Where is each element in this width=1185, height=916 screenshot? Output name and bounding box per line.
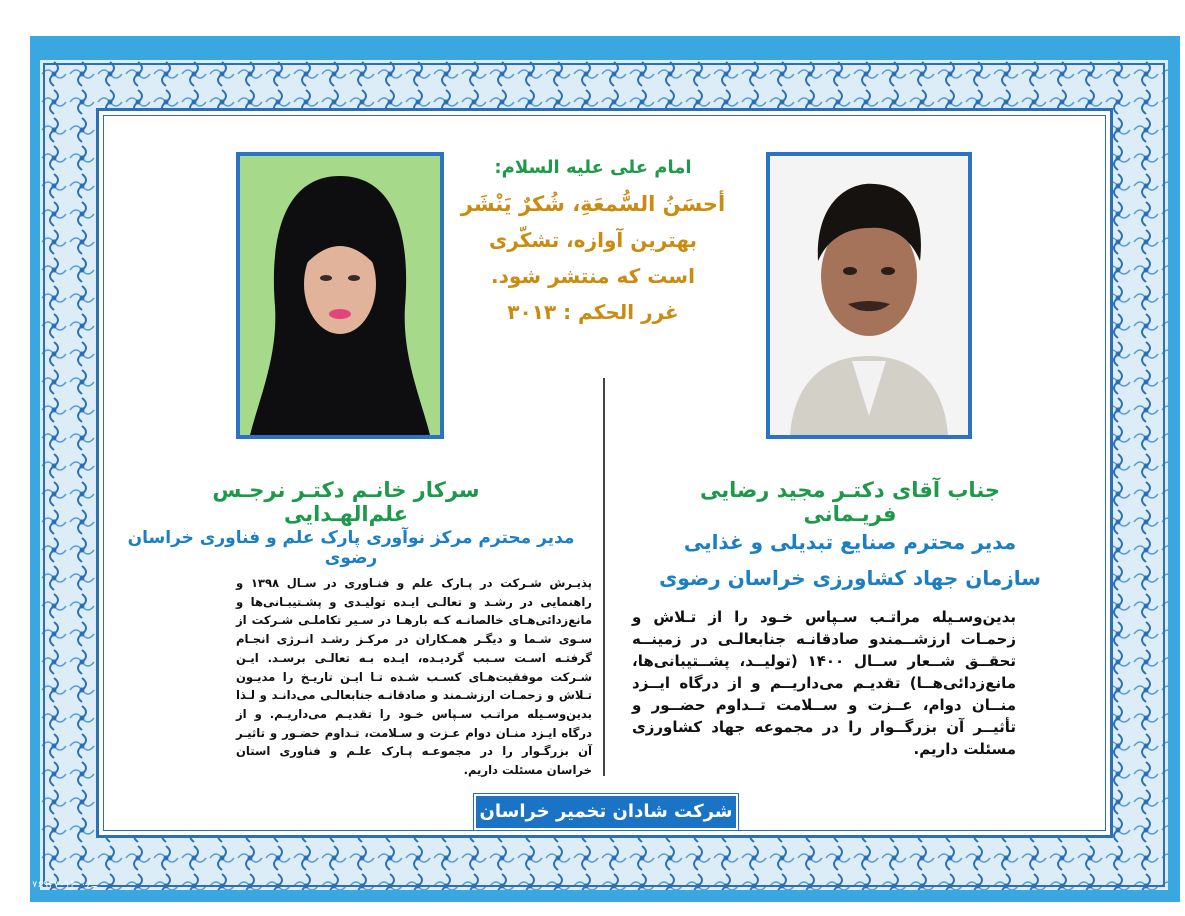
right-person-title-line1: مدیر محترم صنایع تبدیلی و غذایی: [683, 530, 1017, 554]
quote-heading: امام علی علیه السلام:: [494, 157, 692, 178]
ad-code: ـ/۱۴۰۰-۷۶۹۳۷: [32, 880, 98, 890]
woman-portrait-image: [240, 156, 440, 435]
man-portrait-image: [770, 156, 968, 435]
photo-left: [236, 152, 444, 439]
quote-block: [452, 150, 734, 330]
quote-source: غرر الحکم : ۳۰۱۳: [507, 300, 679, 324]
photo-right: [766, 152, 972, 439]
right-message-text: بدین‌وسـیله مراتـب سـپاس خـود را از تـلاش و زحمـات ارزشــمندو صادقانـه جنابعالـی در زمینــه تحقــق شــعار ســال ۱۴۰۰ (تولیــد، پشــتیبانی‌ها، مانع‌زدائی‌هــا) تقدیـم می‌داریــم و از درگاه ایــزد منــان دوام، عــزت و ســلامت تــداوم حضــور و تأثیــر آن بزرگــوار را در مجموعه جهاد کشاورزی مسئلت داریم.: [632, 608, 1016, 758]
quote-translation-line2: است که منتشر شود.: [491, 264, 695, 288]
left-message-text: پذیـرش شـرکت در پـارک علم و فنـاوری در سـال ۱۳۹۸ و راهنمایی در رشـد و تعالـی ایـده تولیـدی و پشـتیبـانی‌ها و مانع‌زدائی‌هـای خالصانـه کـه بارهـا در سـیر تکاملـی شـرکت از سـوی شـما و دیگـر همـکاران در مرکـز رشـد انـرژی انجـام گرفتـه اسـت سـبب گردیـده، ایـده بـه تعالـی برسـد. ایـن شـرکت موفقیت‌هـای کسـب شـده تـا ایـن تاریـخ را مدیـون تـلاش و زحمـات ارزشـمند و صادقانـه جنابعالـی می‌دانـد و لـذا بدین‌وسـیله مراتـب سـپاس خـود را تقدیـم می‌داریـم. و از درگاه ایـزد منـان دوام عـزت و سـلامت، تـداوم حضـور و تاثیـر آن بزرگـوار را در مجموعـه پـارک علـم و فناوری استان خراسان مسئلت داریم.: [236, 576, 592, 778]
right-person-name: جناب آقای دکتـر مجید رضایی فریـمانی: [699, 478, 1001, 526]
quote-translation-line1: بهترین آوازه، تشکّری: [488, 228, 698, 252]
left-person-message: [236, 574, 592, 780]
company-name-badge: شرکت شادان تخمیر خراسان: [474, 794, 738, 830]
right-person-message: [632, 606, 1016, 760]
quote-arabic-text: أحسَنُ السُّمعَةِ، شُکرٌ يَنْشَر: [460, 192, 726, 216]
center-divider: [603, 378, 605, 776]
left-person-name: سرکار خانـم دکتـر نرجـس علم‌الهـدایی: [212, 478, 480, 526]
right-person-title-line2: سازمان جهاد کشاورزی خراسان رضوی: [659, 566, 1041, 590]
left-person-title: مدیر محترم مرکز نوآوری پارک علم و فناوری خراسان رضوی: [127, 528, 575, 568]
